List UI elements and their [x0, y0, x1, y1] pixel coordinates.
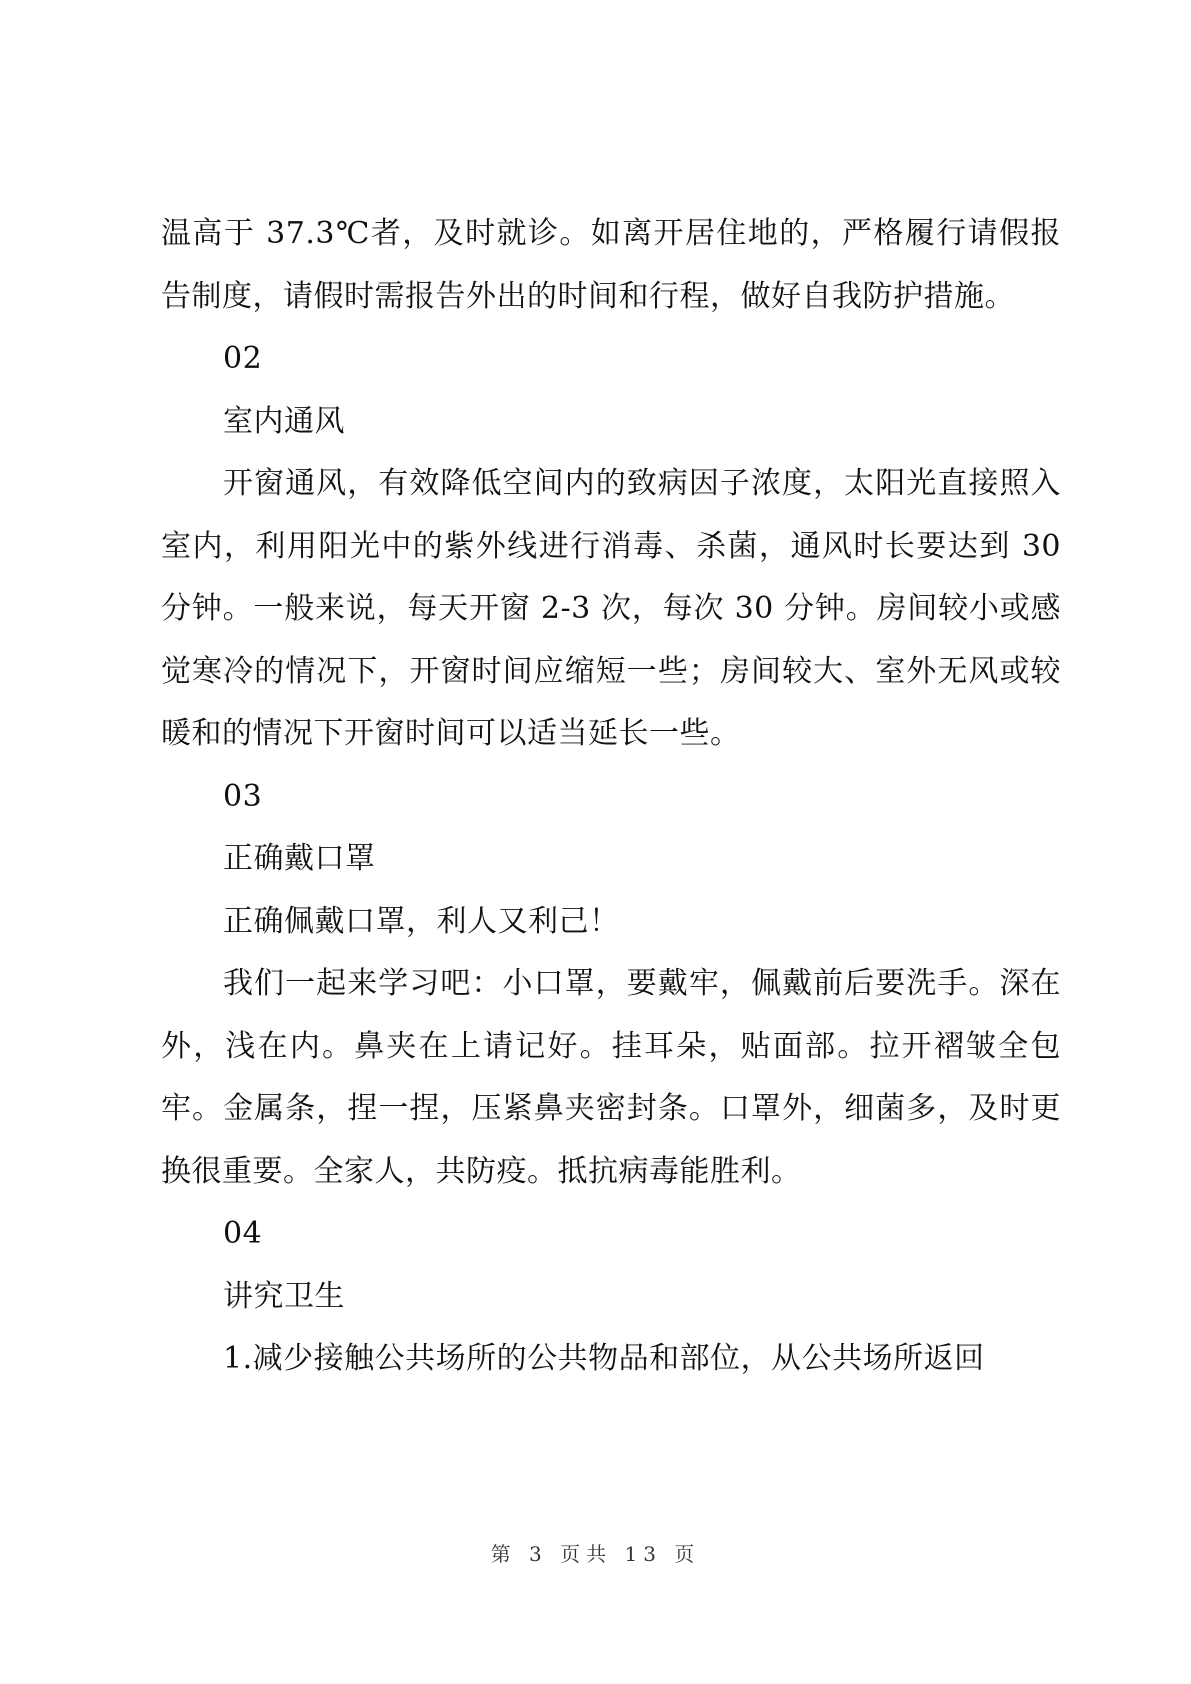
paragraph-hygiene-1: 1.减少接触公共场所的公共物品和部位，从公共场所返回: [223, 1341, 985, 1376]
paragraph-mask-intro: 正确佩戴口罩，利人又利己！: [223, 903, 620, 939]
section-heading-hygiene: 讲究卫生: [223, 1278, 345, 1314]
page-footer: 第 3 页共 13 页: [490, 1542, 701, 1566]
paragraph-continuation: 温高于 37.3℃者，及时就诊。如离开居住地的，严格履行请假报告制度，请假时需报告外出的时间和行程，做好自我防护措施。: [161, 216, 1061, 314]
paragraph-ventilation: 开窗通风，有效降低空间内的致病因子浓度，太阳光直接照入室内，利用阳光中的紫外线进行消毒、杀菌，通风时长要达到 30 分钟。一般来说，每天开窗 2-3 次，每次 30 分钟。房间较小或感觉寒冷的情况下，开窗时间应缩短一些；房间较大、室外无风或较暖和的情况下开窗时间可以适当延长一些。: [161, 466, 1061, 751]
paragraph-mask-rhyme: 我们一起来学习吧：小口罩，要戴牢，佩戴前后要洗手。深在外，浅在内。鼻夹在上请记好。挂耳朵，贴面部。拉开褶皱全包牢。金属条，捏一捏，压紧鼻夹密封条。口罩外，细菌多，及时更换很重要。全家人，共防疫。抵抗病毒能胜利。: [161, 966, 1061, 1189]
document-body: [161, 203, 1061, 1391]
section-number-02: 02: [223, 341, 263, 376]
section-heading-mask: 正确戴口罩: [223, 841, 376, 876]
section-heading-ventilation: 室内通风: [223, 403, 345, 439]
section-number-03: 03: [223, 778, 263, 814]
section-number-04: 04: [223, 1216, 263, 1251]
